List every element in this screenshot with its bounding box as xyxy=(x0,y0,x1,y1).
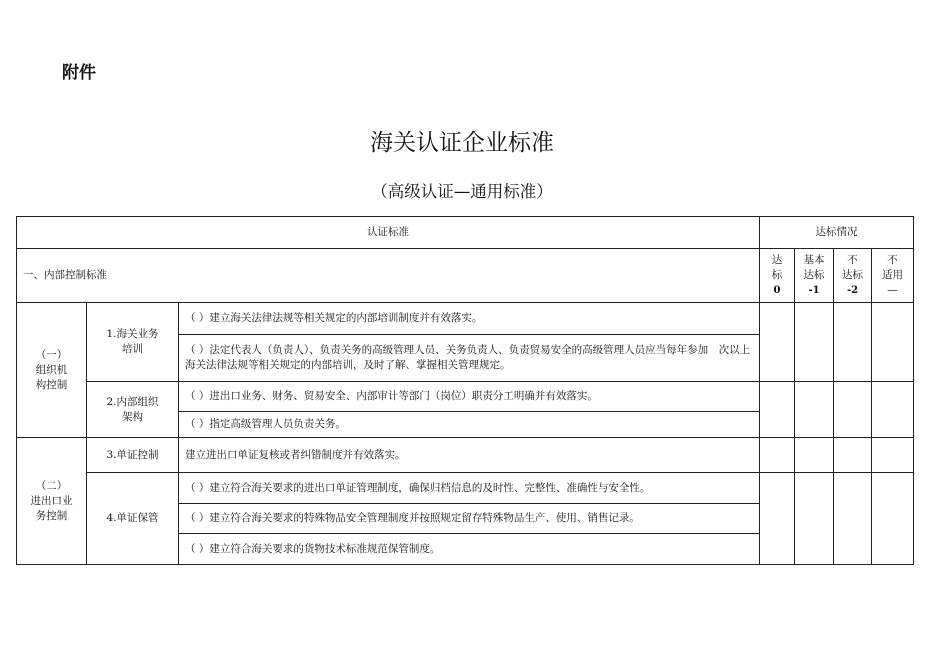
col-score: -2 xyxy=(846,285,859,296)
cell-non-compliant[interactable] xyxy=(834,303,872,382)
item-text: （ ）建立符合海关要求的特殊物品安全管理制度并按照规定留存特殊物品生产、使用、销售记录。 xyxy=(179,504,760,534)
col-score: — xyxy=(887,284,898,296)
table-header-row xyxy=(17,217,914,249)
col-non-compliant xyxy=(834,249,872,303)
table-row xyxy=(17,303,914,335)
cell-non-compliant[interactable] xyxy=(834,473,872,565)
group-name: （一） 组织机 构控制 xyxy=(17,303,87,438)
group-name: （二） 进出口业 务控制 xyxy=(17,438,87,565)
cell-not-applicable[interactable] xyxy=(872,382,914,438)
col-score: 0 xyxy=(773,285,781,296)
cell-compliant[interactable] xyxy=(760,303,795,382)
table-row xyxy=(17,473,914,504)
page-title: 海关认证企业标准 xyxy=(370,130,554,156)
header-compliance: 达标情况 xyxy=(760,217,914,249)
cell-basically-compliant[interactable] xyxy=(795,303,834,382)
cell-compliant[interactable] xyxy=(760,438,795,473)
cell-non-compliant[interactable] xyxy=(834,438,872,473)
cell-not-applicable[interactable] xyxy=(872,473,914,565)
cell-not-applicable[interactable] xyxy=(872,303,914,382)
col-basically-compliant xyxy=(795,249,834,303)
sub-name: 4.单证保管 xyxy=(87,473,179,565)
cell-not-applicable[interactable] xyxy=(872,438,914,473)
col-score: -1 xyxy=(808,285,820,296)
col-not-applicable xyxy=(872,249,914,303)
section-title: 一、内部控制标准 xyxy=(17,249,760,303)
cell-basically-compliant[interactable] xyxy=(795,382,834,438)
col-label: 基本 达标 xyxy=(803,254,825,281)
cell-basically-compliant[interactable] xyxy=(795,473,834,565)
item-text: （ ）进出口业务、财务、贸易安全、内部审计等部门（岗位）职责分工明确并有效落实。 xyxy=(179,382,760,412)
item-text: （ ）法定代表人（负责人）、负责关务的高级管理人员、关务负责人、负责贸易安全的高级管理人员应当每年参加 次以上海关法律法规等相关规定的内部培训，及时了解、掌握相关管理规定。 xyxy=(179,335,760,382)
page-subtitle: （高级认证—通用标准） xyxy=(371,182,553,201)
sub-name: 1.海关业务 培训 xyxy=(87,303,179,382)
col-label: 不 适用 xyxy=(882,254,904,281)
item-text: （ ）指定高级管理人员负责关务。 xyxy=(179,412,760,438)
sub-name: 3.单证控制 xyxy=(87,438,179,473)
cell-basically-compliant[interactable] xyxy=(795,438,834,473)
item-text: （ ）建立符合海关要求的进出口单证管理制度，确保归档信息的及时性、完整性、准确性与安全性。 xyxy=(179,473,760,504)
table-row xyxy=(17,438,914,473)
cell-compliant[interactable] xyxy=(760,382,795,438)
table-row xyxy=(17,382,914,412)
col-label: 达 标 xyxy=(771,254,783,281)
item-text: （ ）建立海关法律法规等相关规定的内部培训制度并有效落实。 xyxy=(179,303,760,335)
item-text: （ ）建立符合海关要求的货物技术标准规范保管制度。 xyxy=(179,534,760,565)
col-compliant xyxy=(760,249,795,303)
section-row xyxy=(17,249,914,303)
item-text: 建立进出口单证复核或者纠错制度并有效落实。 xyxy=(179,438,760,473)
col-label: 不 达标 xyxy=(842,254,864,281)
header-standard: 认证标准 xyxy=(17,217,760,249)
standards-table xyxy=(16,216,914,565)
cell-compliant[interactable] xyxy=(760,473,795,565)
cell-non-compliant[interactable] xyxy=(834,382,872,438)
attachment-label: 附件 xyxy=(62,63,96,83)
sub-name: 2.内部组织 架构 xyxy=(87,382,179,438)
